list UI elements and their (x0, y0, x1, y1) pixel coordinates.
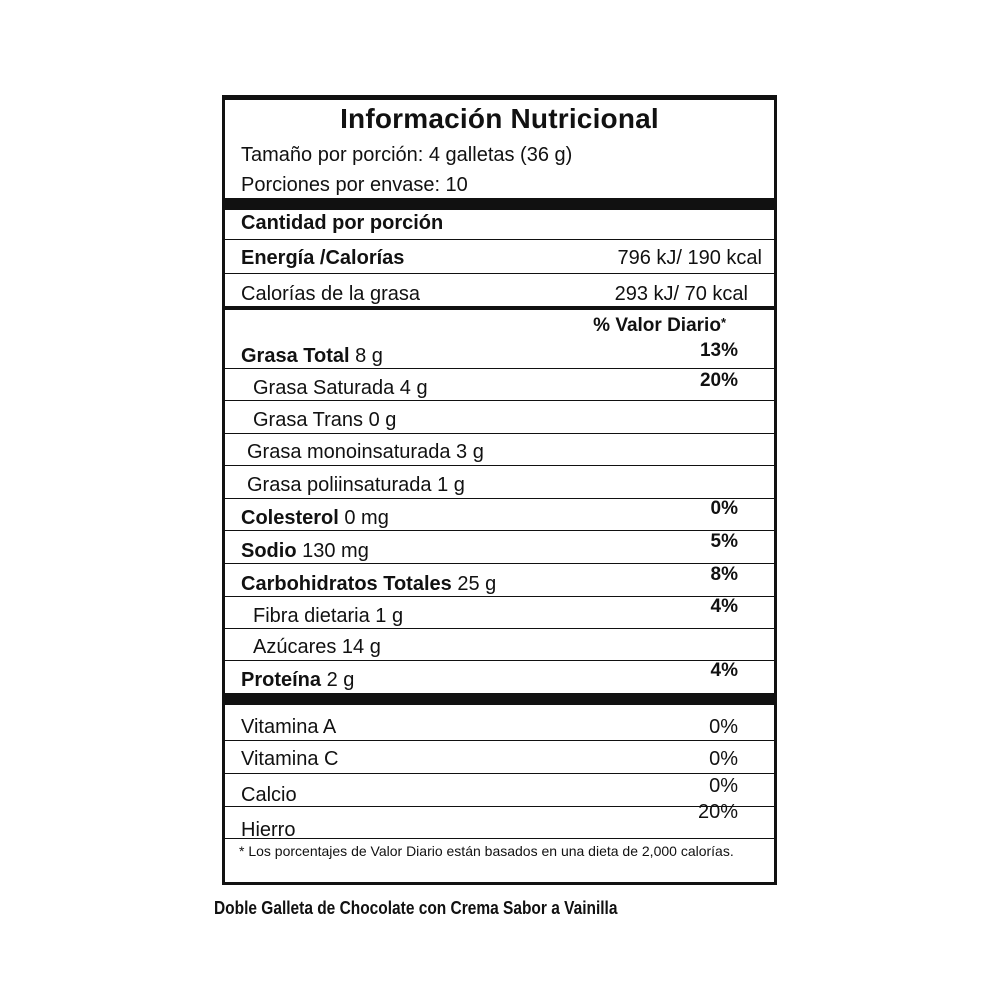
divider (225, 596, 774, 597)
nutrient-name: Fibra dietaria (253, 605, 370, 627)
nutrient-name: Grasa Trans (253, 409, 364, 431)
vitamin-name: Calcio (241, 784, 297, 806)
amount-per-serving: Cantidad por porción (241, 212, 444, 234)
divider (225, 563, 774, 564)
divider (225, 628, 774, 629)
nutrient-name: Sodio (241, 540, 297, 562)
vitamin-name: Vitamina A (241, 716, 337, 738)
nutrient-name: Grasa Total (241, 345, 350, 367)
divider (225, 465, 774, 466)
nutrient-label (253, 605, 403, 628)
nutrient-amount: 2 g (321, 669, 355, 691)
nutrient-name: Proteína (241, 669, 322, 691)
divider (225, 400, 774, 401)
dv-header: % Valor Diario* (593, 315, 726, 336)
label-title: Información Nutricional (340, 103, 659, 134)
nutrient-name: Grasa monoinsaturada (247, 441, 451, 463)
nutrient-label (241, 669, 354, 692)
divider (225, 660, 774, 661)
nutrient-name: Grasa Saturada (253, 377, 395, 399)
nutrient-amount: 1 g (431, 474, 465, 496)
vitamin-dv: 0% (709, 748, 738, 770)
serving-size: Tamaño por porción: 4 galletas (36 g) (241, 144, 573, 166)
nutrient-name: Carbohidratos Totales (241, 573, 452, 595)
nutrient-dv: 8% (710, 564, 738, 585)
divider (225, 838, 774, 839)
divider (225, 273, 774, 274)
nutrient-amount: 0 mg (338, 507, 389, 529)
nutrient-dv: 5% (710, 531, 738, 552)
vitamin-dv: 20% (697, 801, 738, 823)
divider (225, 740, 774, 741)
nutrient-name: Grasa poliinsaturada (247, 474, 432, 496)
divider (225, 498, 774, 499)
divider (225, 239, 774, 240)
nutrient-name: Colesterol (241, 507, 339, 529)
nutrient-dv: 0% (710, 498, 738, 519)
nutrient-label (241, 540, 369, 563)
footnote: * Los porcentajes de Valor Diario están basados en una dieta de 2,000 calorías. (239, 843, 734, 859)
nutrition-facts-label (222, 95, 777, 885)
fat-calories-label: Calorías de la grasa (241, 283, 420, 305)
product-name: Doble Galleta de Chocolate con Crema Sabor a Vainilla (214, 898, 618, 918)
thick-divider (225, 693, 774, 705)
nutrient-amount: 25 g (451, 573, 497, 595)
divider (225, 368, 774, 369)
nutrient-dv: 4% (710, 660, 738, 681)
nutrient-amount: 3 g (450, 441, 484, 463)
nutrient-amount: 14 g (336, 636, 381, 658)
servings-per-container: Porciones por envase: 10 (241, 174, 468, 196)
divider (225, 773, 774, 774)
thick-divider (225, 198, 774, 210)
medium-divider (225, 306, 774, 310)
nutrient-amount: 4 g (394, 377, 428, 399)
nutrient-label (247, 441, 484, 464)
divider (225, 530, 774, 531)
nutrient-amount: 1 g (369, 605, 404, 627)
divider (225, 806, 774, 807)
vitamin-name: Hierro (241, 819, 296, 841)
nutrient-amount: 130 mg (296, 540, 369, 562)
nutrient-label (253, 377, 428, 400)
energy-label: Energía /Calorías (241, 247, 405, 269)
nutrient-label (253, 409, 396, 432)
nutrient-label (241, 573, 496, 596)
divider (225, 433, 774, 434)
nutrient-dv: 4% (710, 596, 738, 617)
nutrient-label (253, 636, 381, 659)
nutrient-label (247, 474, 465, 497)
nutrient-label (241, 345, 383, 368)
nutrient-name: Azúcares (253, 636, 337, 658)
vitamin-dv: 0% (709, 716, 738, 738)
nutrient-label (241, 507, 389, 530)
fat-calories-value: 293 kJ/ 70 kcal (614, 283, 748, 305)
nutrient-dv: 13% (699, 340, 738, 361)
nutrient-dv: 20% (699, 370, 738, 391)
nutrient-amount: 8 g (349, 345, 383, 367)
vitamin-name: Vitamina C (241, 748, 339, 770)
energy-value: 796 kJ/ 190 kcal (617, 247, 762, 269)
vitamin-dv: 0% (709, 775, 738, 797)
nutrient-amount: 0 g (363, 409, 397, 431)
